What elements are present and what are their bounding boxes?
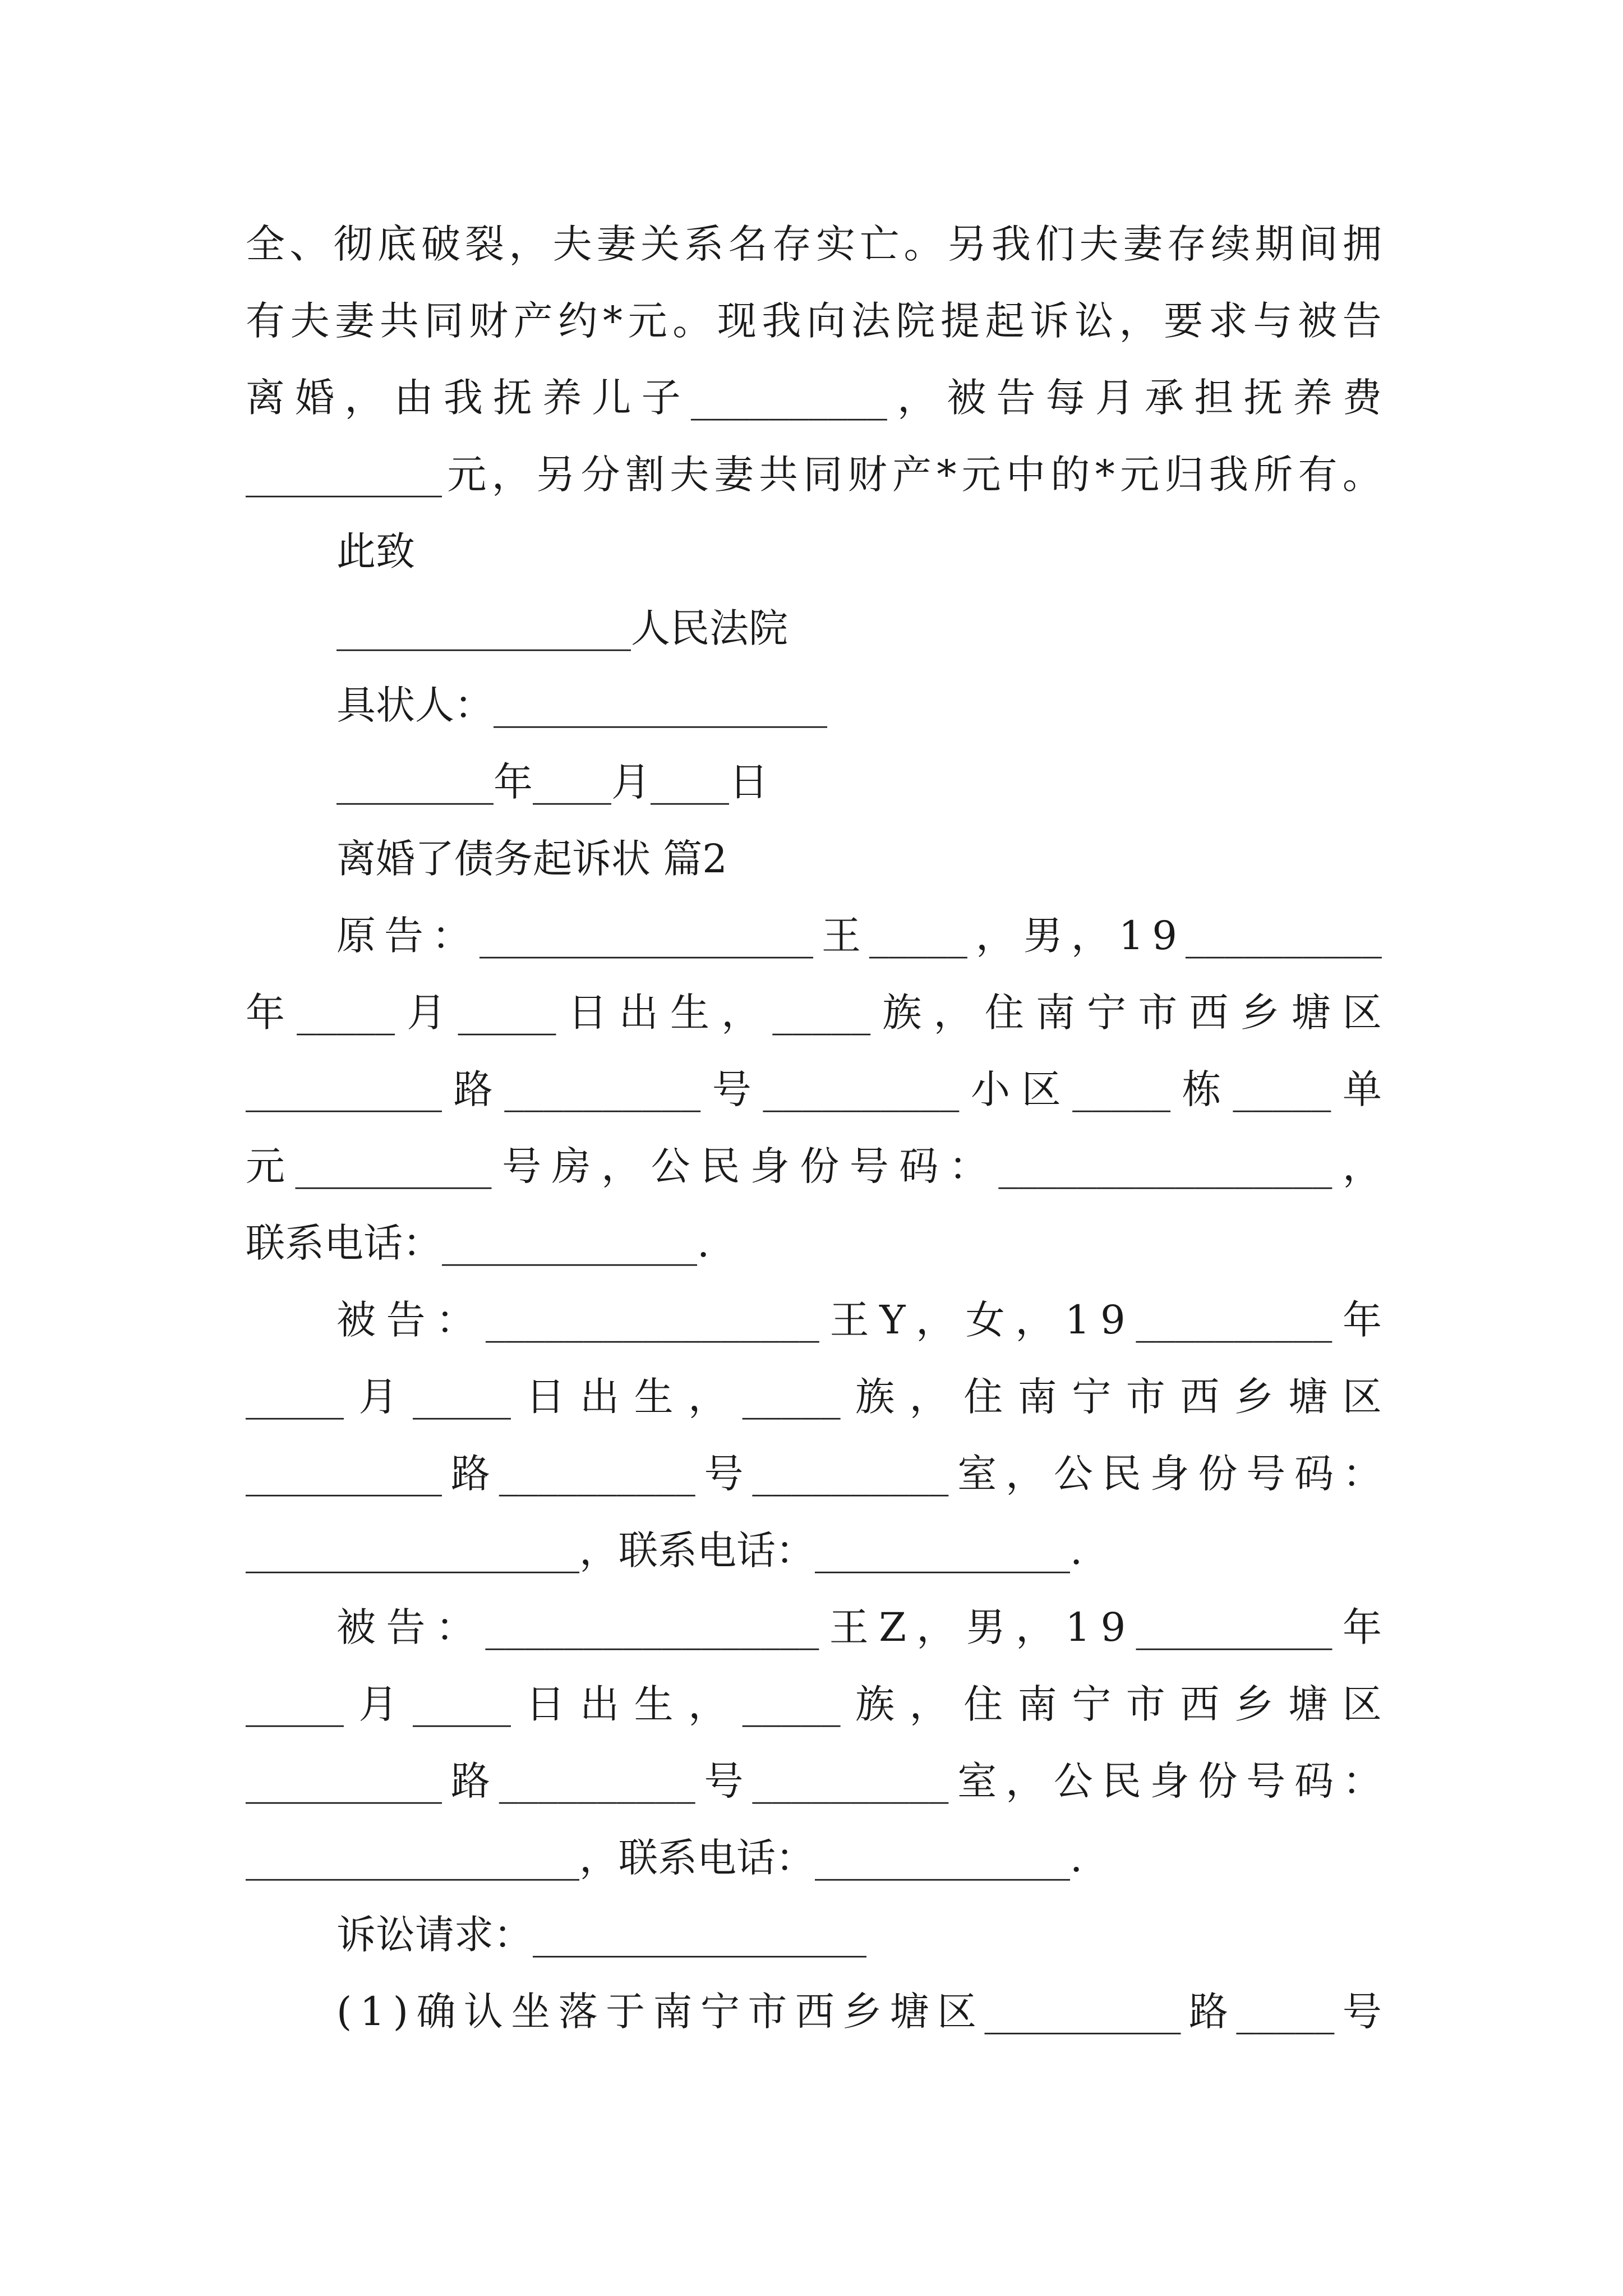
defendant1-line-4: _________________，联系电话：_____________. [246,1527,1083,1573]
date-line: ________年____月____日 [336,759,768,805]
defendant2-line-4: _________________，联系电话：_____________. [246,1835,1083,1881]
plaintiff-line-2: 年 _____ 月 _____ 日 出 生 ， _____ 族 ， 住 南 宁 市 西 乡 塘 区 [246,990,1382,1036]
plaintiff-line-4: 元 __________ 号 房 ， 公 民 身 份 号 码 ： _________________ ， [246,1143,1382,1189]
text-line-1: 全 、 彻 底 破 裂 ， 夫 妻 关 系 名 存 实 亡 。 另 我 们 夫 妻 存 续 期 间 拥 [246,221,1382,267]
claims-heading: 诉讼请求：_________________ [336,1912,866,1958]
section-title: 离婚了债务起诉状 篇2 [336,836,727,882]
claim-item-1: ( 1 ) 确 认 坐 落 于 南 宁 市 西 乡 塘 区 __________ 路 _____ 号 [336,1989,1382,2035]
signer-line: 具状人：_________________ [336,682,827,728]
plaintiff-line-5: 联系电话：_____________. [246,1220,710,1266]
text-line-4: __________ 元 ， 另 分 割 夫 妻 共 同 财 产 * 元 中 的 * 元 归 我 所 有 。 [246,452,1382,498]
defendant2-line-2: _____ 月 _____ 日 出 生 ， _____ 族 ， 住 南 宁 市 西 乡 塘 区 [246,1681,1382,1727]
defendant2-line-3: __________ 路 __________ 号 __________ 室 ， 公 民 身 份 号 码 ： [246,1758,1382,1804]
defendant1-line-3: __________ 路 __________ 号 __________ 室 ， 公 民 身 份 号 码 ： [246,1451,1382,1497]
defendant1-line-2: _____ 月 _____ 日 出 生 ， _____ 族 ， 住 南 宁 市 西 乡 塘 区 [246,1374,1382,1420]
plaintiff-line-1: 原 告 ： _________________ 王 _____ ， 男 ， 1 9 __________ [336,913,1382,959]
text-line-2: 有 夫 妻 共 同 财 产 约 * 元 。 现 我 向 法 院 提 起 诉 讼 ， 要 求 与 被 告 [246,298,1382,344]
text-line-3: 离 婚 ， 由 我 抚 养 儿 子 __________ ， 被 告 每 月 承 担 抚 养 费 [246,375,1382,421]
salutation: 此致 [336,528,415,574]
court-line: _______________人民法院 [336,605,788,651]
defendant2-line-1: 被 告 ： _________________ 王 Z ， 男 ， 1 9 __________ 年 [336,1604,1382,1650]
defendant1-line-1: 被 告 ： _________________ 王 Y ， 女 ， 1 9 __________ 年 [336,1297,1382,1343]
plaintiff-line-3: __________ 路 __________ 号 __________ 小 区 _____ 栋 _____ 单 [246,1066,1382,1112]
